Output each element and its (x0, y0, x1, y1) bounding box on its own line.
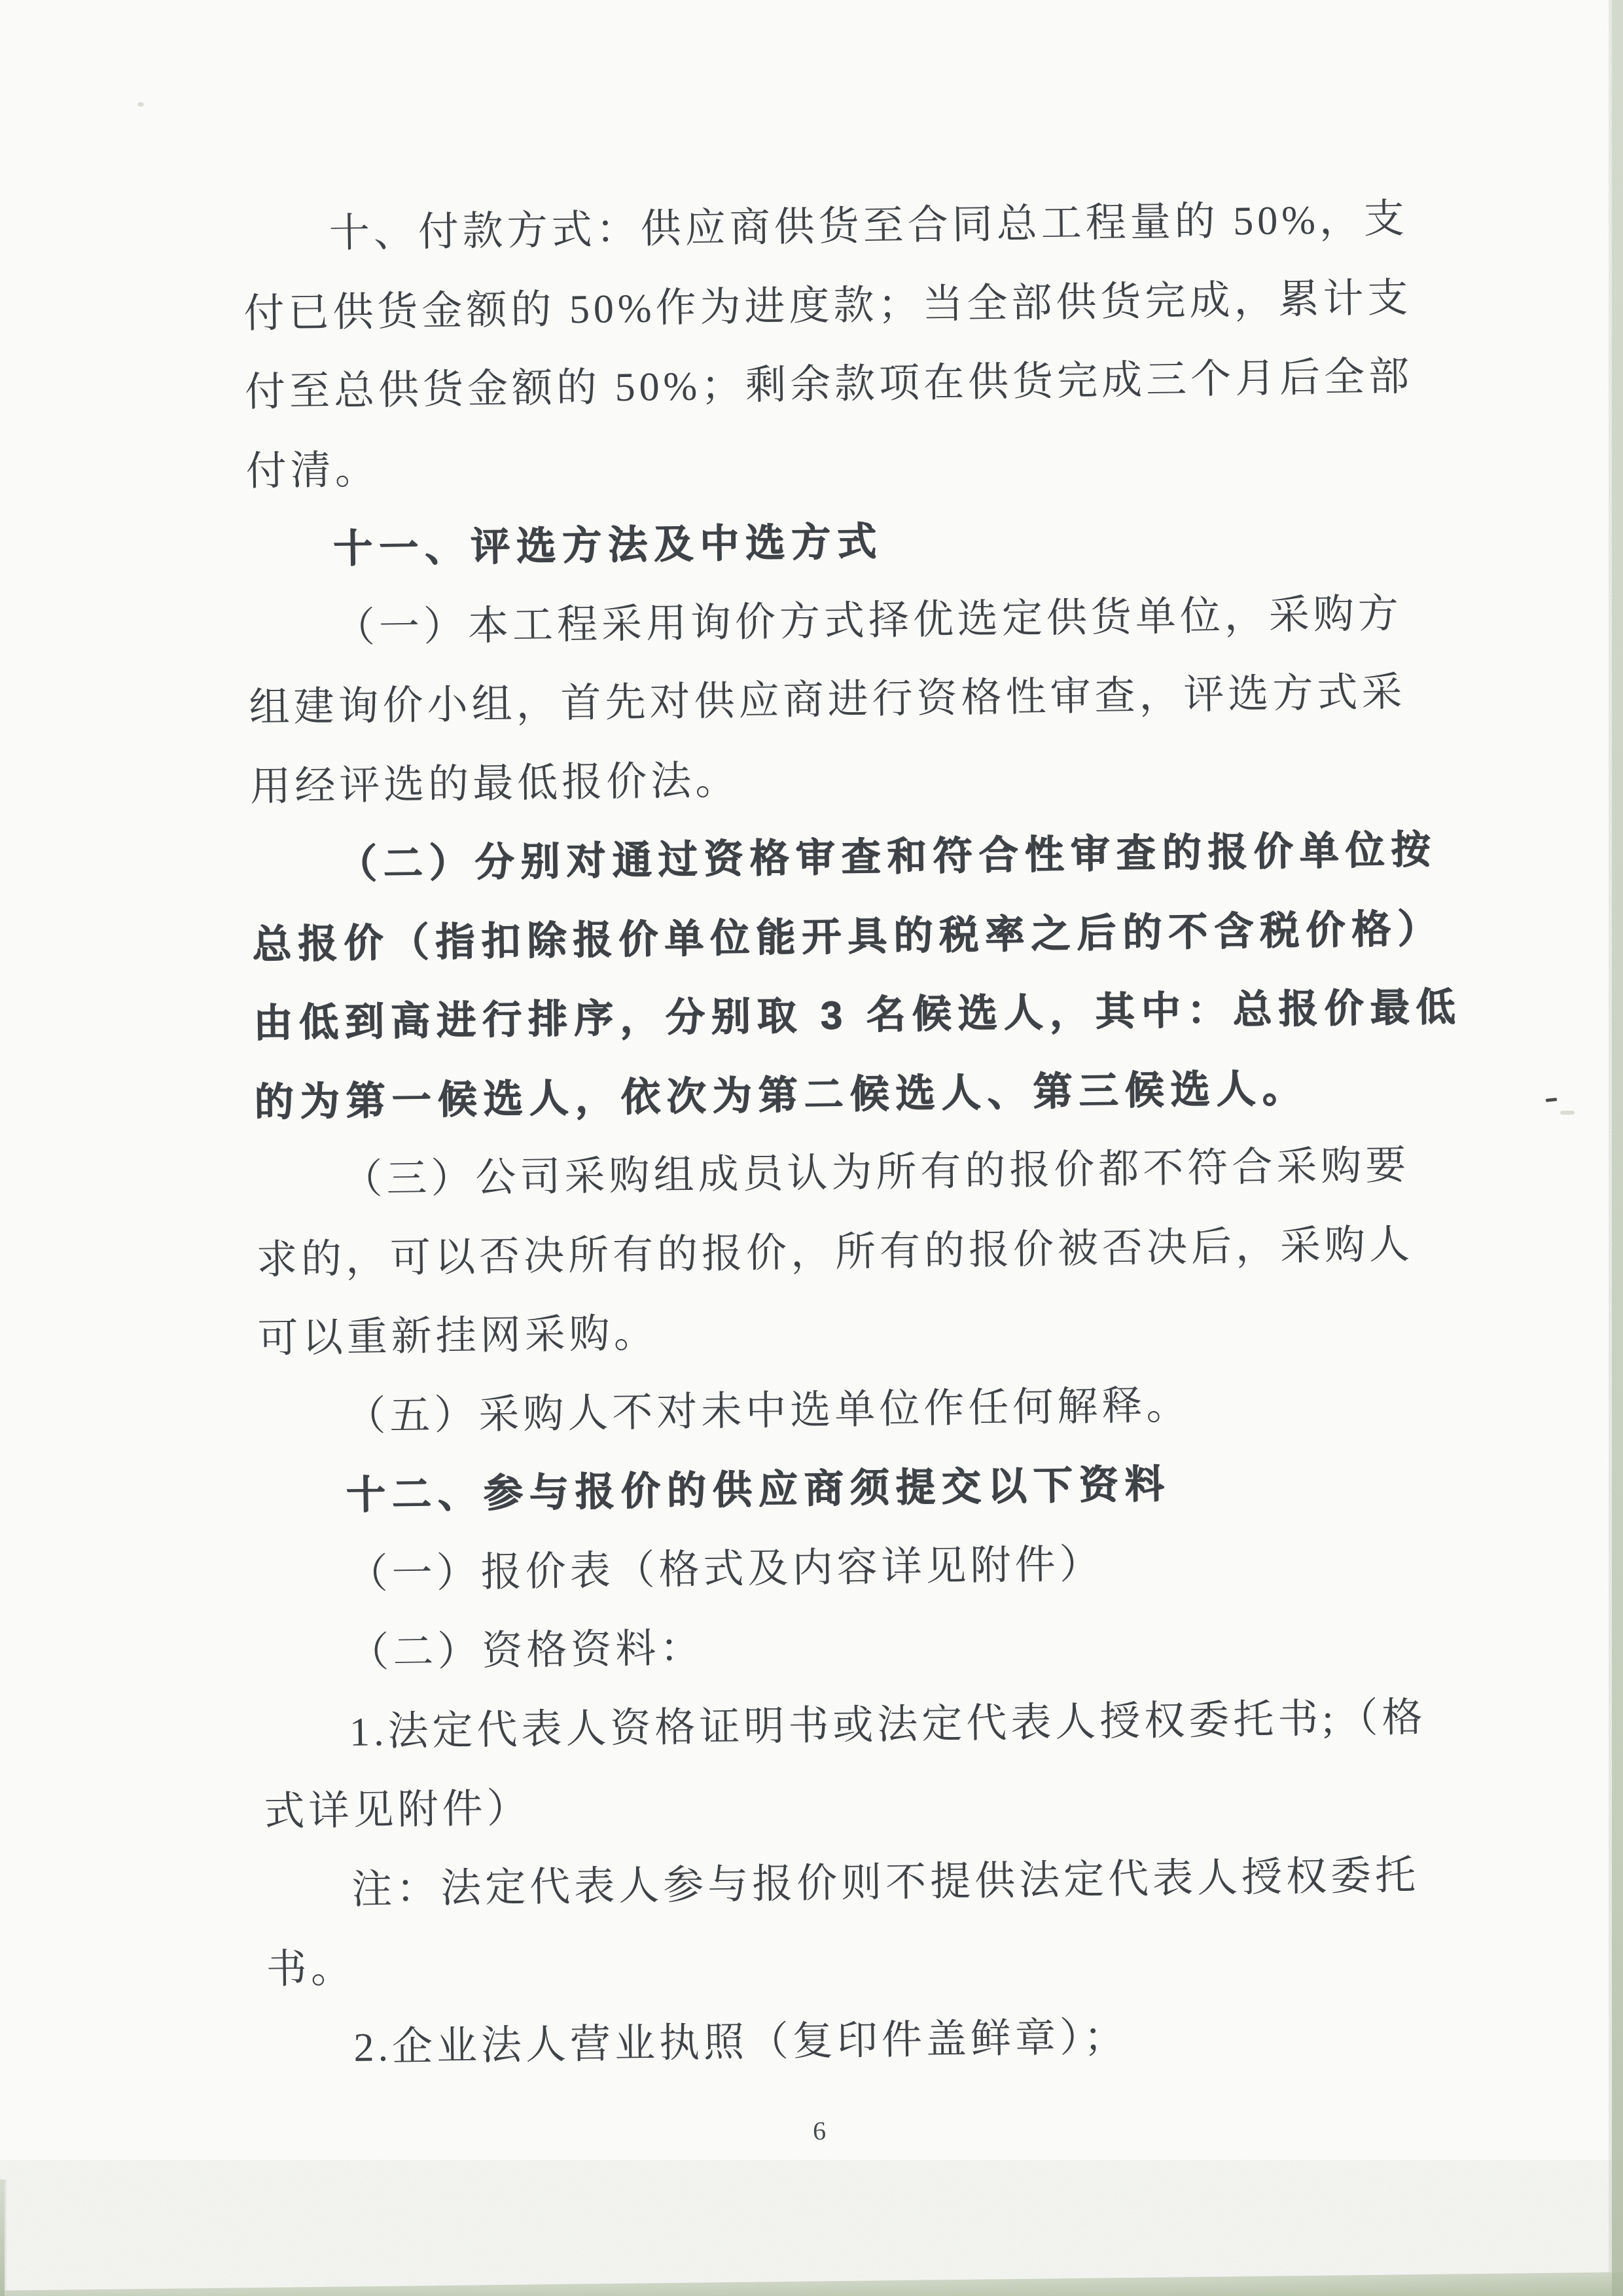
text-line: （三）公司采购组成员认为所有的报价都不符合采购要 (342, 1143, 1410, 1203)
text-line: 十一、评选方法及中选方式 (332, 519, 883, 571)
text-line: （一）报价表（格式及内容详见附件） (347, 1541, 1105, 1597)
text-line: 注：法定代表人参与报价则不提供法定代表人授权委托 (351, 1853, 1420, 1912)
page-number: 6 (812, 2115, 827, 2146)
text-line: 组建询价小组，首先对供应商进行资格性审查，评选方式采 (249, 670, 1406, 730)
text-line: 可以重新挂网采购。 (257, 1311, 659, 1361)
scan-edge-right-strip (1612, 0, 1623, 2296)
text-line: 求的，可以否决所有的报价，所有的报价被否决后，采购人 (256, 1222, 1414, 1283)
text-line: （一）本工程采用询价方式择优选定供货单位，采购方 (334, 591, 1403, 651)
text-line: 的为第一候选人，依次为第二候选人、第三候选人。 (254, 1066, 1309, 1124)
document-body (242, 179, 1463, 2089)
text-line: 由低到高进行排序，分别取 3 名候选人，其中：总报价最低 (253, 984, 1463, 1045)
text-line: 总报价（指扣除报价单位能开具的税率之后的不含税价格） (252, 906, 1444, 967)
text-line: 十、付款方式：供应商供货至合同总工程量的 50%，支 (329, 196, 1409, 257)
text-line: 十二、参与报价的供应商须提交以下资料 (346, 1462, 1171, 1518)
text-line: （二）分别对通过资格审查和符合性审查的报价单位按 (337, 827, 1438, 887)
text-line: 用经评选的最低报价法。 (249, 758, 740, 810)
text-line: 付至总供货金额的 50%；剩余款项在供货完成三个月后全部 (244, 354, 1414, 415)
text-line: （五）采购人不对未中选单位作任何解释。 (344, 1382, 1191, 1439)
text-line: 式详见附件） (264, 1786, 532, 1835)
text-line: 付清。 (245, 447, 380, 494)
scan-speck-smudge (1560, 1111, 1575, 1115)
text-line: 1.法定代表人资格证明书或法定代表人授权委托书;（格 (349, 1695, 1427, 1755)
scan-speck-dash (1546, 1098, 1557, 1102)
scan-shadow-bottom-band (0, 2272, 1623, 2296)
text-line: 2.企业法人营业执照（复印件盖鲜章）； (353, 2015, 1129, 2070)
scan-speck-top-left (137, 102, 144, 107)
scan-edge-left-sliver (0, 2179, 5, 2296)
text-line: 付已供货金额的 50%作为进度款；当全部供货完成，累计支 (243, 276, 1412, 336)
text-line: （二）资格资料： (348, 1626, 705, 1676)
text-line: 书。 (266, 1946, 356, 1992)
